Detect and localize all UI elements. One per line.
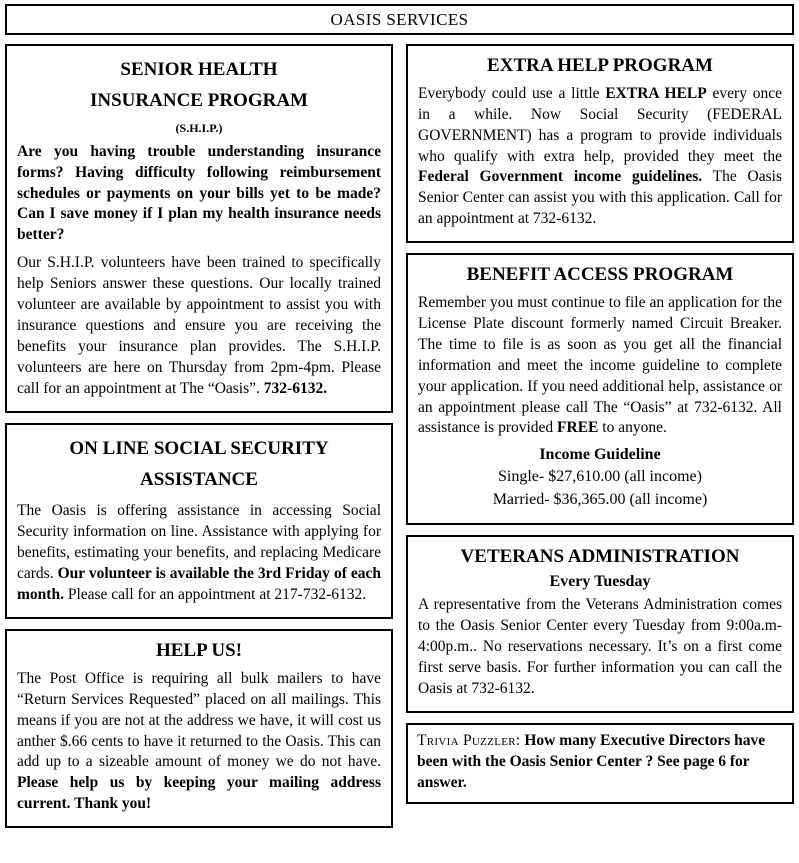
veterans-title: VETERANS ADMINISTRATION [460,546,740,568]
online-ss-closing-text: Please call for an appointment at 217-732-6132. [63,586,367,604]
ship-body-paragraph [17,253,381,399]
page-title-box [5,4,794,35]
section-extra-help [406,44,794,243]
left-column [5,44,393,838]
income-guideline-heading: Income Guideline [539,446,661,464]
ship-title-line2: INSURANCE PROGRAM [90,90,308,112]
benefit-access-title: BENEFIT ACCESS PROGRAM [466,264,734,286]
income-married-line: Married- $36,365.00 (all income) [492,491,708,509]
trivia-question: How many Executive Directors have been with the Oasis Senior Center ? See page 6 for answer. [417,731,766,791]
section-online-social-security [5,423,393,619]
right-column [406,44,794,814]
online-ss-body-text: The Oasis is offering assistance in accessing Social Security information on line. Assistance with applying for benefits, estimating your benefits, and replacing Medicare cards. [17,502,381,583]
section-benefit-access [406,253,794,525]
benefit-access-closing-text: to anyone. [598,419,667,437]
ship-subtitle: (S.H.I.P.) [175,120,223,135]
help-us-request: Please help us by keeping your mailing address current. Thank you! [17,774,381,813]
veterans-schedule-subtitle: Every Tuesday [549,573,651,591]
ship-title [17,54,381,117]
section-ship [5,44,393,413]
online-ss-title [17,433,381,496]
benefit-access-free-emphasis: FREE [557,419,599,437]
extra-help-guidelines-emphasis: Federal Government income guidelines. [418,168,703,186]
benefit-access-body-text: Remember you must continue to file an application for the License Plate discount formerly named Circuit Breaker. The time to file is as soon as you get all the financial information and meet the income guideline to complete your application. If you need additional help, assistance or an appointment please call The “Oasis” at 732-6132. All assistance is provided [418,293,782,437]
extra-help-seg3: every once in a while. Now Social Security (FEDERAL GOVERNMENT) has a program to provide individuals who qualify with extra help, provided they meet the [418,84,782,165]
extra-help-emphasis: EXTRA HELP [605,84,707,102]
benefit-access-body-paragraph [418,293,782,439]
ship-questions-paragraph: Are you having trouble understanding insurance forms? Having difficulty following reimbursement schedules or payments on your bills yet to be made? Can I save money if I plan my health insurance needs better? [17,142,381,244]
veterans-body-paragraph: A representative from the Veterans Administration comes to the Oasis Senior Center every Tuesday from 9:00a.m-4:00p.m.. No reservations necessary. It’s on a first come first serve basis. For further information you can call the Oasis at 732-6132. [418,596,782,697]
extra-help-seg5: The Oasis Senior Center can assist you with this application. Call for an appointment at 732-6132. [418,168,782,228]
extra-help-title: EXTRA HELP PROGRAM [487,55,713,76]
online-ss-title-line2: ASSISTANCE [140,469,258,491]
trivia-label: Trivia Puzzler: [417,731,521,749]
page-title: OASIS SERVICES [330,10,469,29]
help-us-body-paragraph [17,669,381,815]
section-help-us [5,629,393,828]
ship-title-line1: SENIOR HEALTH [120,59,278,80]
online-ss-body-paragraph [17,501,381,606]
help-us-body-text: The Post Office is requiring all bulk mailers to have “Return Services Requested” placed on all mailings. This means if you are not at the address we have, it will cost us anther $.66 cents to have it returned to the Oasis. This can add up to a sizeable amount of money we do not have. [17,669,381,771]
trivia-paragraph [417,731,783,794]
ship-body-text: Our S.H.I.P. volunteers have been trained to specifically help Seniors answer these questions. Our locally trained volunteer are available by appointment to assist you with insurance questions and ensure you are receiving the benefits your insurance plan provides. The S.H.I.P. volunteers are here on Thursday from 2pm-4pm. Please call for an appointment at The “Oasis”. [17,254,381,397]
income-single-line: Single- $27,610.00 (all income) [498,468,702,486]
online-ss-title-line1: ON LINE SOCIAL SECURITY [69,437,329,459]
section-trivia-puzzler [406,723,794,804]
help-us-title: HELP US! [155,640,243,662]
section-veterans-administration [406,535,794,712]
ship-phone-number: 732-6132. [263,379,328,397]
two-column-layout [4,44,795,838]
online-ss-volunteer-note: Our volunteer is available the 3rd Friday of each month. [17,565,381,604]
extra-help-seg1: Everybody could use a little [418,84,606,102]
extra-help-body-paragraph [418,84,782,230]
